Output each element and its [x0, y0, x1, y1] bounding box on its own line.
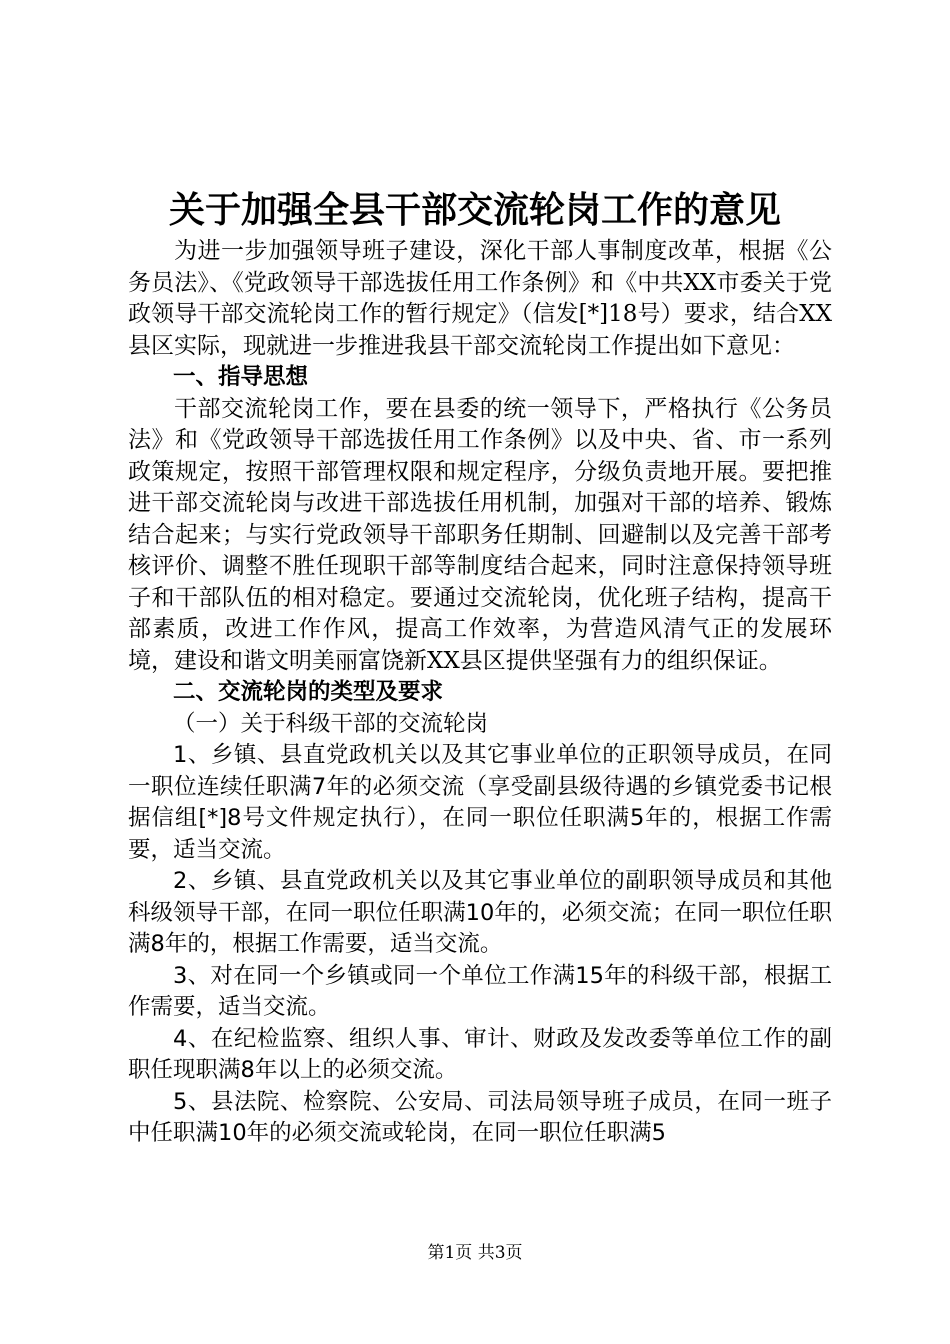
rule-paragraph-4: 4、在纪检监察、组织人事、审计、财政及发改委等单位工作的副职任现职满8年以上的必须交流。 — [128, 1025, 832, 1083]
rule-paragraph-3: 3、对在同一个乡镇或同一个单位工作满15年的科级干部，根据工作需要，适当交流。 — [128, 962, 832, 1020]
section-heading-guiding-ideology: 一、指导思想 — [173, 364, 309, 390]
subsection-heading-section-level: （一）关于科级干部的交流轮岗 — [173, 710, 489, 737]
rule-paragraph-2: 2、乡镇、县直党政机关以及其它事业单位的副职领导成员和其他科级领导干部，在同一职位任职满10年的，必须交流；在同一职位任职满8年的，根据工作需要，适当交流。 — [128, 868, 832, 957]
document-body — [128, 236, 832, 1150]
rule-paragraph-5: 5、县法院、检察院、公安局、司法局领导班子成员，在同一班子中任职满10年的必须交流或轮岗，在同一职位任职满5 — [128, 1088, 832, 1146]
page-footer: 第1页 共3页 — [427, 1243, 523, 1263]
rule-paragraph-1: 1、乡镇、县直党政机关以及其它事业单位的正职领导成员，在同一职位连续任职满7年的必须交流（享受副县级待遇的乡镇党委书记根据信组[*]8号文件规定执行），在同一职位任职满5年的，根据工作需要，适当交流。 — [128, 742, 832, 863]
document-title: 关于加强全县干部交流轮岗工作的意见 — [168, 189, 781, 231]
intro-paragraph: 为进一步加强领导班子建设，深化干部人事制度改革，根据《公务员法》、《党政领导干部选拔任用工作条例》和《中共XX市委关于党政领导干部交流轮岗工作的暂行规定》（信发[*]18号）要求，结合XX县区实际，现就进一步推进我县干部交流轮岗工作提出如下意见： — [128, 238, 832, 359]
section-heading-types-requirements: 二、交流轮岗的类型及要求 — [173, 679, 444, 705]
guiding-ideology-paragraph: 干部交流轮岗工作，要在县委的统一领导下，严格执行《公务员法》和《党政领导干部选拔任用工作条例》以及中央、省、市一系列政策规定，按照干部管理权限和规定程序，分级负责地开展。要把推进干部交流轮岗与改进干部选拔任用机制，加强对干部的培养、锻炼结合起来；与实行党政领导干部职务任期制、回避制以及完善干部考核评价、调整不胜任现职干部等制度结合起来，同时注意保持领导班子和干部队伍的相对稳定。要通过交流轮岗，优化班子结构，提高干部素质，改进工作作风，提高工作效率，为营造风清气正的发展环境，建设和谐文明美丽富饶新XX县区提供坚强有力的组织保证。 — [128, 395, 832, 674]
